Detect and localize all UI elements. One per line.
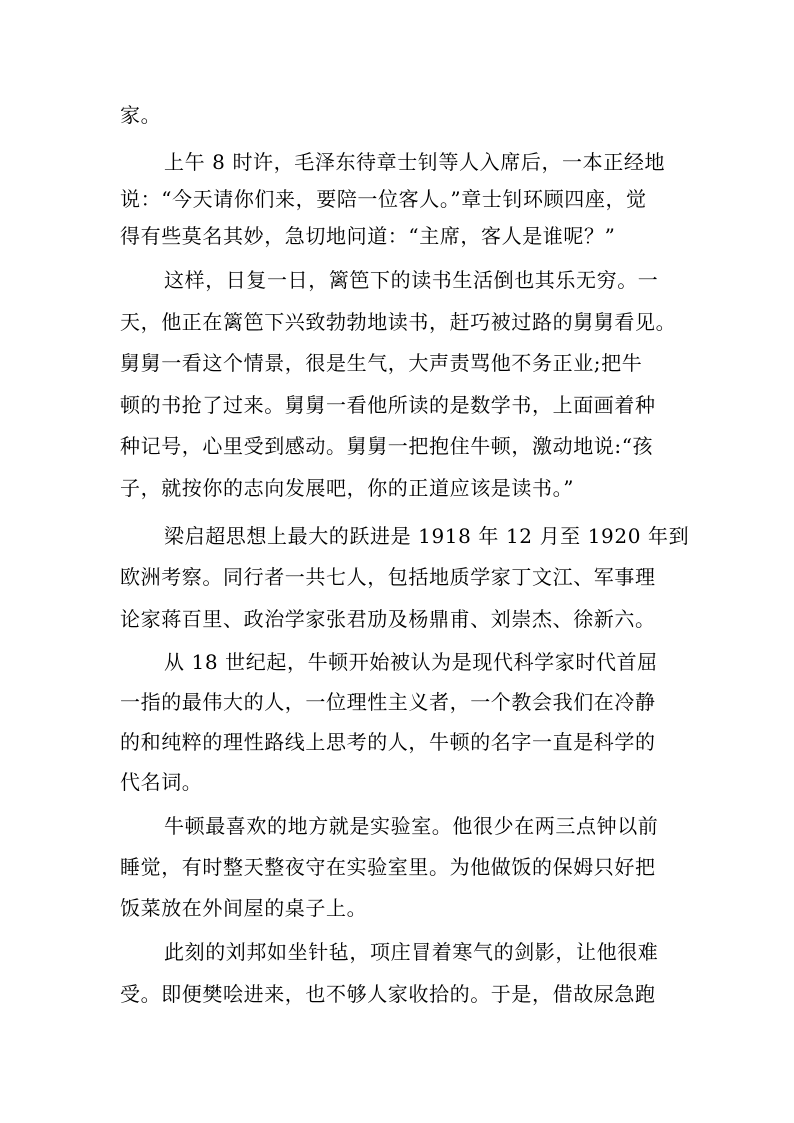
text-line: 家。 xyxy=(120,103,162,127)
text-line: 的和纯粹的理性路线上思考的人，牛顿的名字一直是科学的 xyxy=(120,730,656,754)
text-line: 睡觉，有时整天整夜守在实验室里。为他做饭的保姆只好把 xyxy=(120,855,656,879)
text-line: 这样，日复一日，篱笆下的读书生活倒也其乐无穷。一 xyxy=(164,268,659,292)
text-line: 论家蒋百里、政治学家张君劢及杨鼎甫、刘崇杰、徐新六。 xyxy=(120,607,656,631)
text-line: 牛顿最喜欢的地方就是实验室。他很少在两三点钟以前 xyxy=(164,814,659,838)
text-line: 顿的书抢了过来。舅舅一看他所读的是数学书，上面画着种 xyxy=(120,393,656,417)
text-line: 天，他正在篱笆下兴致勃勃地读书，赶巧被过路的舅舅看见。 xyxy=(120,310,677,334)
text-line: 说：“今天请你们来，要陪一位客人。”章士钊环顾四座，觉 xyxy=(120,187,647,211)
text-line: 欧洲考察。同行者一共七人，包括地质学家丁文江、军事理 xyxy=(120,565,656,589)
text-line: 梁启超思想上最大的跃进是 1918 年 12 月至 1920 年到 xyxy=(164,524,690,548)
text-line: 饭菜放在外间屋的桌子上。 xyxy=(120,896,368,920)
text-line: 代名词。 xyxy=(120,770,203,794)
text-line: 种记号，心里受到感动。舅舅一把抱住牛顿，激动地说:“孩 xyxy=(120,434,654,458)
text-line: 受。即便樊哙进来，也不够人家收拾的。于是，借故尿急跑 xyxy=(120,982,656,1006)
text-line: 舅舅一看这个情景，很是生气，大声责骂他不务正业;把牛 xyxy=(120,351,643,375)
text-line: 得有些莫名其妙，急切地问道：“主席，客人是谁呢？” xyxy=(120,224,616,248)
text-line: 上午 8 时许，毛泽东待章士钊等人入席后，一本正经地 xyxy=(164,150,666,174)
text-line: 从 18 世纪起，牛顿开始被认为是现代科学家时代首屈 xyxy=(164,650,658,674)
text-line: 子，就按你的志向发展吧，你的正道应该是读书。” xyxy=(120,476,575,500)
text-line: 此刻的刘邦如坐针毡，项庄冒着寒气的剑影，让他很难 xyxy=(164,940,659,964)
text-line: 一指的最伟大的人，一位理性主义者，一个教会我们在冷静 xyxy=(120,690,656,714)
